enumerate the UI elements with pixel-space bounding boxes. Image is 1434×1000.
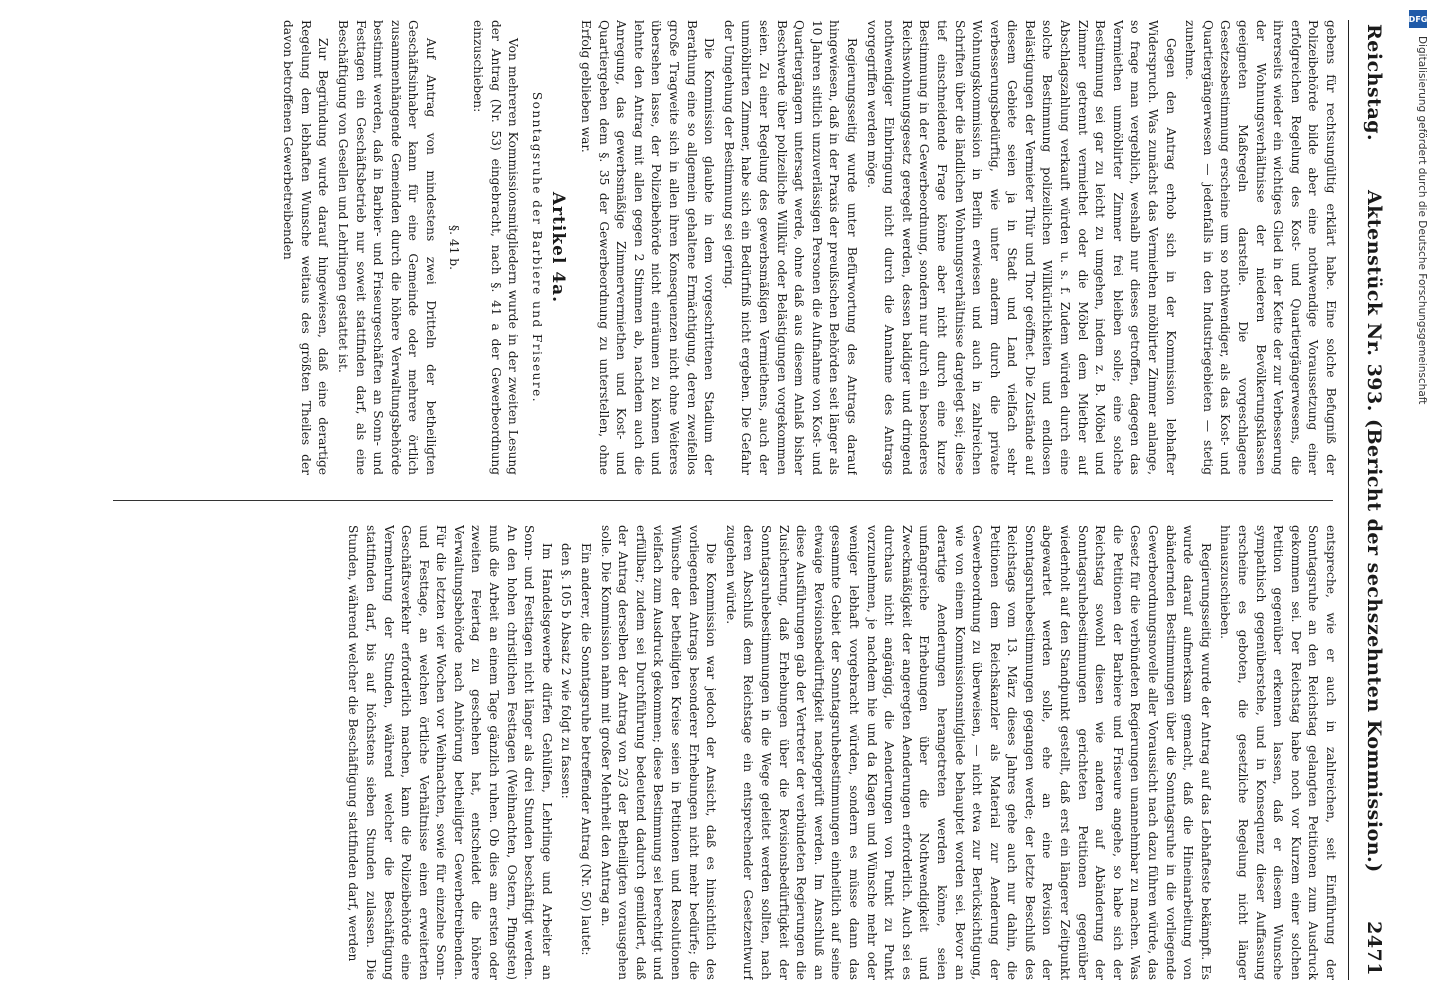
header-document-number bbox=[1363, 190, 1385, 873]
header-rule bbox=[1348, 20, 1349, 980]
document-page bbox=[105, 20, 1395, 980]
paragraph-text: Auf Antrag von mindestens zwei Dritteln der betheiligten Geschäftsinhaber kann für eine Gemeinde oder mehrere örtlich zusammenhängende Gemeinden durch die höhere Verwaltungsbehörde bestimmt werden, daß in Barbier- und Friseurgeschäften an Sonn- und Festtagen ein Geschäftsbetrieb nur soweit stattfinden darf, als eine Beschäftigung von Gesellen und Lehrlingen gestattet ist. bbox=[335, 20, 438, 475]
digitization-credit bbox=[1406, 10, 1430, 570]
right-paragraph: Regierungsseitig wurde der Antrag auf das Lebhafteste bekämpft. Es wurde darauf aufmerksam gemacht, daß die Hineinarbeitung von abändernden Bestimmungen über die Sonntagsruhe in die vorliegende Gewerbeordnungsnovelle aller Voraussicht nach dazu führen würde, das Gesetz für die verbündeten Regierungen unannehmbar zu machen. Was die Petitionen der Barbiere und Friseure angehe, so habe sich der Reichstag sowohl diesen wie anderen auf Abänderung der Sonntagsruhebestimmungen gerichteten Petitionen gegenüber wiederholt auf den Standpunkt gestellt, daß erst ein längerer Zeitpunkt abgewartet werden solle, ehe an eine Revision der Sonntagsruhebestimmungen gegangen werde; der letzte Beschluß des Reichstags vom 13. März dieses Jahres gehe auch nur dahin, die Petitionen dem Reichskanzler als Material zur Aenderung der Gewerbeordnung zu überweisen, — nicht etwa zur Berücksichtigung, wie von einem Kommissionsmitgliede behauptet worden sei. Bevor an derartige Aenderungen herangetreten werden könne, seien umfangreiche Erhebungen über die Nothwendigkeit und Zweckmäßigkeit der angeregten Aenderungen erforderlich. Auch sei es durchaus nicht angängig, die Aenderungen von Punkt zu Punkt vorzunehmen, je nachdem hie und da Klagen und Wünsche mehr oder weniger lebhaft vorgebracht würden, sondern es müsse dann das gesammte Gebiet der Sonntagsruhebestimmungen einheitlich auf seine etwaige Revisionsbedürftigkeit nachgeprüft werden. Im Anschluß an diese Ausführungen gab der Vertreter der verbündeten Regierungen die Zusicherung, daß Erhebungen über die Revisionsbedürftigkeit der Sonntagsruhebestimmungen in die Wege geleitet werden sollten, nach deren Abschluß dem Reichstage ein entsprechender Gesetzentwurf zugehen würde. bbox=[723, 525, 1213, 980]
dfg-logo: DFG bbox=[1409, 10, 1427, 28]
right-column bbox=[109, 525, 1339, 980]
header-left: Reichstag. bbox=[1363, 24, 1385, 142]
left-paragraph: Regierungsseitig wurde unter Befürwortung des Antrags darauf hingewiesen, daß in der Praxis der preußischen Behörden seit länger als 10 Jahren sittlich unzuverlässigen Personen die Aufnahme von Kost- und Quartiergängern untersagt werde, ohne daß aus diesem Anlaß bisher Beschwerde über polizeiliche Willkür oder Belästigungen vorgekommen seien. Zu einer Regelung des gewerbsmäßigen Vermiethens, auch der unmöblirten Zimmer, habe sich ein Bedürfniß nicht ergeben. Die Gefahr der Umgehung der Bestimmung sei gering. bbox=[721, 20, 859, 475]
right-paragraph: Die Kommission war jedoch der Ansicht, daß es hinsichtlich des vorliegenden Antrags besonderer Erhebungen nicht mehr bedürfe; die Wünsche der betheiligten Kreise seien in Petitionen und Resolutionen vielfach zum Ausdruck gekommen; diese Bestimmung sei berechtigt und erfüllbar; zudem sei Durchführung bedeutend dadurch gemildert, daß der Antrag derselben der Antrag von 2/3 der Betheiligten vorausgehen solle. Die Kommission nahm mit großer Mehrheit den Antrag an. bbox=[598, 525, 719, 980]
text-columns bbox=[109, 20, 1339, 980]
page-header bbox=[1349, 20, 1395, 980]
article-intro: Von mehreren Kommissionsmitgliedern wurde in der zweiten Lesung der Antrag (Nr. 53) eingebracht, nach §. 41 a der Gewerbeordnung einzuschieben: bbox=[471, 20, 521, 475]
page-number: 2471 bbox=[1363, 921, 1385, 976]
header-title: (Bericht der sechszehnten Kommission.) bbox=[1363, 418, 1385, 873]
left-column bbox=[109, 20, 1339, 475]
article-closing: Zur Begründung wurde darauf hingewiesen, daß eine derartige Regelung dem lebhaften Wunsche weitaus des größten Theiles der davon betroffenen Gewerbetreibenden bbox=[281, 20, 331, 475]
right-paragraph: den §. 105 b Absatz 2 wie folgt zu fassen: bbox=[559, 543, 574, 799]
column-divider bbox=[113, 500, 1333, 501]
header-number-text: Aktenstück Nr. 393. bbox=[1363, 190, 1385, 412]
left-paragraph: gebens für rechtsungültig erklärt habe. Eine solche Befugniß der Polizeibehörde bilde aber eine nothwendige Voraussetzung einer erfolgreichen Regelung des Kost- und Quartiergängerwesens, die ihrerseits wieder ein wichtiges Glied in der Kette der zur Verbesserung der Wohnungsverhältnisse der niederen Bevölkerungsklassen geeigneten Maßregeln darstelle. Die vorgeschlagene Gesetzesbestimmung erscheine um so nothwendiger, als das Kost- und Quartiergängerwesen — jedenfalls in den Industriegebieten — stetig zunehme. bbox=[1183, 20, 1338, 475]
paragraph-heading: §. 41 b. bbox=[447, 225, 462, 270]
article-title: Artikel 4a. bbox=[548, 191, 569, 304]
right-paragraph: Im Handelsgewerbe dürfen Gehülfen, Lehrlinge und Arbeiter an Sonn- und Festtagen nicht länger als drei Stunden beschäftigt werden. An den hohen christlichen Festtagen (Weihnachten, Ostern, Pfingsten) muß die Arbeit an einem Tage gänzlich ruhen. Ob dies am ersten oder zweiten Feiertag zu geschehen hat, entscheidet die höhere Verwaltungsbehörde nach Anhörung betheiligter Gewerbetreibenden. Für die letzten vier Wochen vor Weihnachten, sowie für einzelne Sonn- und Festtage, an welchen örtliche Verhältnisse einen erweiterten Geschäftsverkehr erforderlich machen, kann die Polizeibehörde eine Vermehrung der Stunden, während welcher die Beschäftigung stattfinden darf, bis auf höchstens sieben Stunden zulassen. Die Stunden, während welcher die Beschäftigung stattfinden darf, werden bbox=[346, 525, 554, 980]
right-paragraph: entspreche, wie er auch in zahlreichen, seit Einführung der Sonntagsruhe an den Reichstag gelangten Petitionen zum Ausdruck gekommen sei. Der Reichstag habe noch vor Kurzem einer solchen Petition gegenüber erkennen lassen, daß er diesem Wunsche sympathisch gegenüberstehe, und in Konsequenz dieser Auffassung erscheine es geboten, die gesetzliche Regelung nicht länger hinauszuschieben. bbox=[1218, 525, 1338, 980]
right-paragraph: Ein anderer, die Sonntagsruhe betreffender Antrag (Nr. 50) lautet: bbox=[579, 543, 594, 956]
left-paragraph: Gegen den Antrag erhob sich in der Kommission lebhafter Widerspruch. Was zunächst das Vermiethen möblirter Zimmer anlange, so frage man vergeblich, weshalb nur dieses getroffen, dagegen das Vermiethen unmöblirter Zimmer frei bleiben solle; eine solche Bestimmung sei gar zu leicht zu umgehen, indem z. B. Möbel und Zimmer getrennt vermiethet oder die Möbel dem Miether auf Abschlagszahlung verkauft würden u. s. f. Zudem würden durch eine solche Bestimmung polizeilichen Willkürlichkeiten und endlosen Belästigungen der Vermieter Thür und Thor geöffnet. Die Zustände auf diesem Gebiete seien ja in Stadt und Land vielfach sehr verbesserungsbedürftig, wie unter anderm durch die private Wohnungskommission in Berlin erwiesen und auch in zahlreichen Schriften über die ländlichen Wohnungsverhältnisse dargelegt sei; diese tief einschneidende Frage könne aber nicht durch eine kurze Bestimmung in der Gewerbeordnung, sondern nur durch ein besonderes Reichswohnungsgesetz geregelt werden, dessen baldiger und dringend nothwendiger Einbringung nicht durch die Annahme des Antrags vorgegriffen werden möge. bbox=[864, 20, 1178, 475]
article-subtitle: Sonntagsruhe der Barbiere und Friseure. bbox=[529, 91, 544, 404]
left-paragraph: Die Kommission glaubte in dem vorgeschrittenen Stadium der Berathung eine so allgemein gehaltene Ermächtigung, deren zweifellos große Tragweite sich in allen ihren Konsequenzen nicht ohne Weiteres übersehen lasse, der Polizeibehörde nicht einräumen zu können und lehnte den Antrag mit allen gegen 2 Stimmen ab, nachdem auch die Anregung, das gewerbsmäßige Zimmervermiethen und Kost- und Quartiergeben dem §. 35 der Gewerbeordnung zu unterstellen, ohne Erfolg geblieben war. bbox=[579, 20, 717, 475]
credit-text: Digitalisierung gefördert durch die Deutsche Forschungsgemeinschaft bbox=[1416, 36, 1428, 405]
